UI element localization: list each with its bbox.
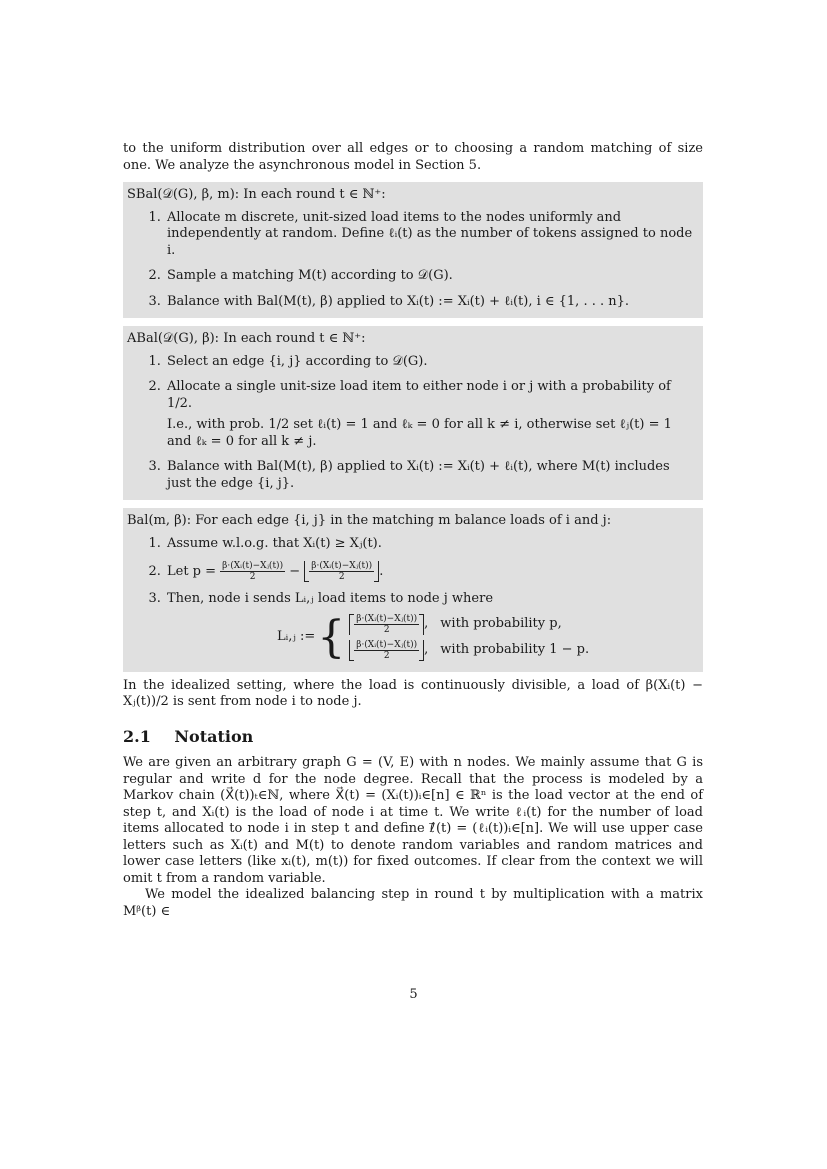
bal-steps [127,536,697,664]
case-1-condition: with probability p, [440,616,562,632]
ceil-right-bracket [419,614,424,635]
sbal-steps [127,210,697,311]
bal-step-2: 2. Let p = $\frac{\text{β·(Xᵢ(t)−Xⱼ(t))}}{2}$ − $\frac{\text{β·(Xᵢ(t)−Xⱼ(t))}}{2}$ . [165,561,697,582]
sbal-heading: SBal(𝒟(G), β, m): In each round t ∈ ℕ⁺: [127,187,386,202]
intro-paragraph: to the uniform distribution over all edges or to choosing a random matching of size one. We analyze the asynchronous model in Section 5. [123,141,703,173]
page-body [123,141,703,920]
floor-fraction-denominator: 2 [383,651,390,661]
sbal-step-1: 1. Allocate m discrete, unit-sized load items to the nodes uniformly and independently at random. Define ℓᵢ(t) as the number of tokens assigned to node i. [165,210,697,260]
fraction-numerator: β·(Xᵢ(t)−Xⱼ(t)) [222,561,284,571]
section-heading [123,726,703,746]
sbal-algorithm-box [123,182,703,318]
notation-paragraph-1: We are given an arbitrary graph G = (V, E) with n nodes. We mainly assume that G is regular and write d for the node degree. Recall that the process is modeled by a Markov chain (X⃗(t))ₜ∈ℕ, where X⃗(t) = (Xᵢ(t))ᵢ∈[n] ∈ ℝⁿ is the load vector at the end of step t, and Xᵢ(t) is the load of node i at time t. We write ℓᵢ(t) for the number of load items allocated to node i in step t and define ℓ⃗(t) = (ℓᵢ(t))ᵢ∈[n]. We will use upper case letters such as Xᵢ(t) and M(t) to denote random variables and random matrices and lower case letters (like xᵢ(t), m(t)) for fixed outcomes. If clear from the context we will omit t from a random variable. [123,755,703,886]
cases-rows [349,612,589,664]
floored-fraction [309,561,374,582]
floor-fraction [354,640,419,661]
abal-steps [127,354,697,493]
bal-step-3-text: Then, node i sends Lᵢ,ⱼ load items to node j where [167,591,494,606]
floored-fraction-numerator: β·(Xᵢ(t)−Xⱼ(t)) [311,561,373,571]
page-number: 5 [409,987,418,1002]
bal-algorithm-box [123,508,703,672]
section-number: 2.1 [123,726,151,746]
abal-algorithm-box [123,326,703,500]
sbal-step-2: 2. Sample a matching M(t) according to 𝒟(G). [165,268,697,285]
floor-right-bracket-2 [419,640,424,661]
case-floor-row: $\frac{\text{β·(Xᵢ(t)−Xⱼ(t))}}{2}$ , with probability 1 − p. [349,638,589,664]
section-title: Notation [174,726,254,746]
floor-fraction-numerator: β·(Xᵢ(t)−Xⱼ(t)) [356,640,418,650]
ceil-fraction-numerator: β·(Xᵢ(t)−Xⱼ(t)) [356,614,418,624]
fraction-term [220,561,285,582]
floor-right-bracket [374,561,379,582]
case-ceil-row: $\frac{\text{β·(Xᵢ(t)−Xⱼ(t))}}{2}$ , with probability p, [349,612,589,638]
case-2-condition: with probability 1 − p. [440,642,590,658]
bal-heading: Bal(m, β): For each edge {i, j} in the matching m balance loads of i and j: [127,513,612,528]
abal-step-3: 3. Balance with Bal(M(t), β) applied to Xᵢ(t) := Xᵢ(t) + ℓᵢ(t), where M(t) includes just the edge {i, j}. [165,459,697,492]
left-brace: { [317,611,346,663]
sbal-step-3: 3. Balance with Bal(M(t), β) applied to Xᵢ(t) := Xᵢ(t) + ℓᵢ(t), i ∈ {1, . . . n}. [165,294,697,311]
fraction-denominator: 2 [249,572,256,582]
cases-lhs: Lᵢ,ⱼ := [277,629,316,645]
bal-step-3 [165,591,697,664]
floored-fraction-denominator: 2 [338,572,345,582]
ceil-fraction [354,614,419,635]
bal-step-2-prefix: Let p = [167,564,217,579]
abal-step-1: 1. Select an edge {i, j} according to 𝒟(G). [165,354,697,371]
idealized-paragraph: In the idealized setting, where the load is continuously divisible, a load of β(Xᵢ(t) − Xⱼ(t))/2 is sent from node i to node j. [123,677,703,709]
notation-paragraph-2: We model the idealized balancing step in round t by multiplication with a matrix Mᵝ(t) ∈ [123,887,703,919]
abal-step-2-detail: I.e., with prob. 1/2 set ℓᵢ(t) = 1 and ℓₖ = 0 for all k ≠ i, otherwise set ℓⱼ(t) = 1 and ℓₖ = 0 for all k ≠ j. [167,417,672,449]
abal-step-2 [165,379,697,450]
abal-step-2-text: Allocate a single unit-size load item to either node i or j with a probability of 1/2. [167,379,671,411]
bal-step-1: 1. Assume w.l.o.g. that Xᵢ(t) ≥ Xⱼ(t). [165,536,697,553]
cases-definition [277,612,697,664]
ceil-fraction-denominator: 2 [383,625,390,635]
abal-heading: ABal(𝒟(G), β): In each round t ∈ ℕ⁺: [127,331,366,346]
